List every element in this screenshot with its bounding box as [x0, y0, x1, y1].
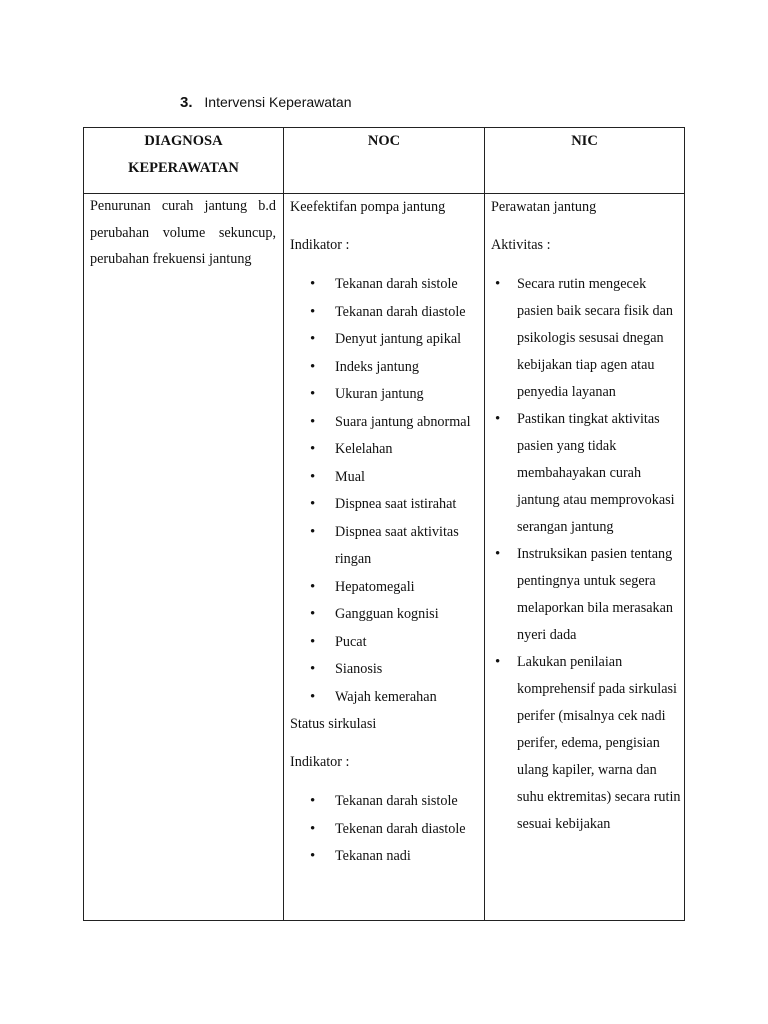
noc-indicator-item: • Tekanan nadi — [290, 843, 480, 871]
nic-activity-item: • Secara rutin mengecek pasien baik secara fisik dan psikologis sesusai dnegan kebijakan tiap agen atau penyedia layanan — [491, 271, 681, 406]
header-nic-label: NIC — [571, 133, 598, 149]
noc-indicator-item: • Mual — [290, 464, 480, 492]
noc-indicator-list-1 — [290, 271, 480, 711]
diagnosa-text: Penurunan curah jantung b.d perubahan volume sekuncup, perubahan frekuensi jantung — [90, 198, 276, 267]
noc-indicator-item: • Suara jantung abnormal — [290, 409, 480, 437]
nic-title: Perawatan jantung — [491, 199, 597, 215]
header-noc — [284, 127, 484, 194]
noc-indicator-item: • Hepatomegali — [290, 574, 480, 602]
noc-indicator-item: • Sianosis — [290, 656, 480, 684]
table-border-bottom — [83, 920, 685, 921]
nic-column — [491, 194, 681, 838]
nic-activity-list — [491, 271, 681, 838]
table-border-left — [83, 127, 84, 921]
header-nic — [485, 127, 684, 194]
header-diagnosa-line1: DIAGNOSA — [144, 133, 223, 149]
noc-indicator-item: • Kelelahan — [290, 436, 480, 464]
noc-indicator-item: • Gangguan kognisi — [290, 601, 480, 629]
section-heading — [180, 94, 352, 111]
noc-column — [290, 194, 480, 871]
noc-title-2: Status sirkulasi — [290, 716, 377, 732]
nic-activity-item: • Lakukan penilaian komprehensif pada sirkulasi perifer (misalnya cek nadi perifer, edema, pengisian ulang kapiler, warna dan suhu ektremitas) secara rutin sesuai kebijakan — [491, 649, 681, 838]
table-divider-1 — [283, 127, 284, 921]
noc-indicator-item: • Denyut jantung apikal — [290, 326, 480, 354]
noc-indikator-1: Indikator : — [290, 237, 350, 253]
noc-indicator-item: • Dispnea saat istirahat — [290, 491, 480, 519]
noc-title-1: Keefektifan pompa jantung — [290, 199, 446, 215]
intervention-table — [83, 127, 685, 921]
nic-aktivitas: Aktivitas : — [491, 237, 551, 253]
noc-indicator-item: • Wajah kemerahan — [290, 684, 480, 712]
table-divider-2 — [484, 127, 485, 921]
noc-indicator-list-2 — [290, 788, 480, 871]
noc-indicator-item: • Ukuran jantung — [290, 381, 480, 409]
nic-activity-item: • Pastikan tingkat aktivitas pasien yang tidak membahayakan curah jantung atau memprovokasi serangan jantung — [491, 406, 681, 541]
header-diagnosa-line2: KEPERAWATAN — [128, 160, 239, 176]
section-number: 3. — [180, 94, 193, 111]
table-border-right — [684, 127, 685, 921]
noc-indicator-item: • Tekanan darah diastole — [290, 299, 480, 327]
noc-indicator-item: • Dispnea saat aktivitas ringan — [290, 519, 480, 574]
nic-activity-item: • Instruksikan pasien tentang pentingnya untuk segera melaporkan bila merasakan nyeri dada — [491, 541, 681, 649]
noc-indicator-item: • Tekanan darah sistole — [290, 788, 480, 816]
noc-indicator-item: • Indeks jantung — [290, 354, 480, 382]
header-diagnosa — [84, 127, 283, 194]
section-title: Intervensi Keperawatan — [204, 94, 352, 110]
header-noc-label: NOC — [367, 133, 401, 149]
noc-indicator-item: • Tekenan darah diastole — [290, 816, 480, 844]
noc-indicator-item: • Pucat — [290, 629, 480, 657]
noc-indicator-item: • Tekanan darah sistole — [290, 271, 480, 299]
noc-indikator-2: Indikator : — [290, 754, 350, 770]
